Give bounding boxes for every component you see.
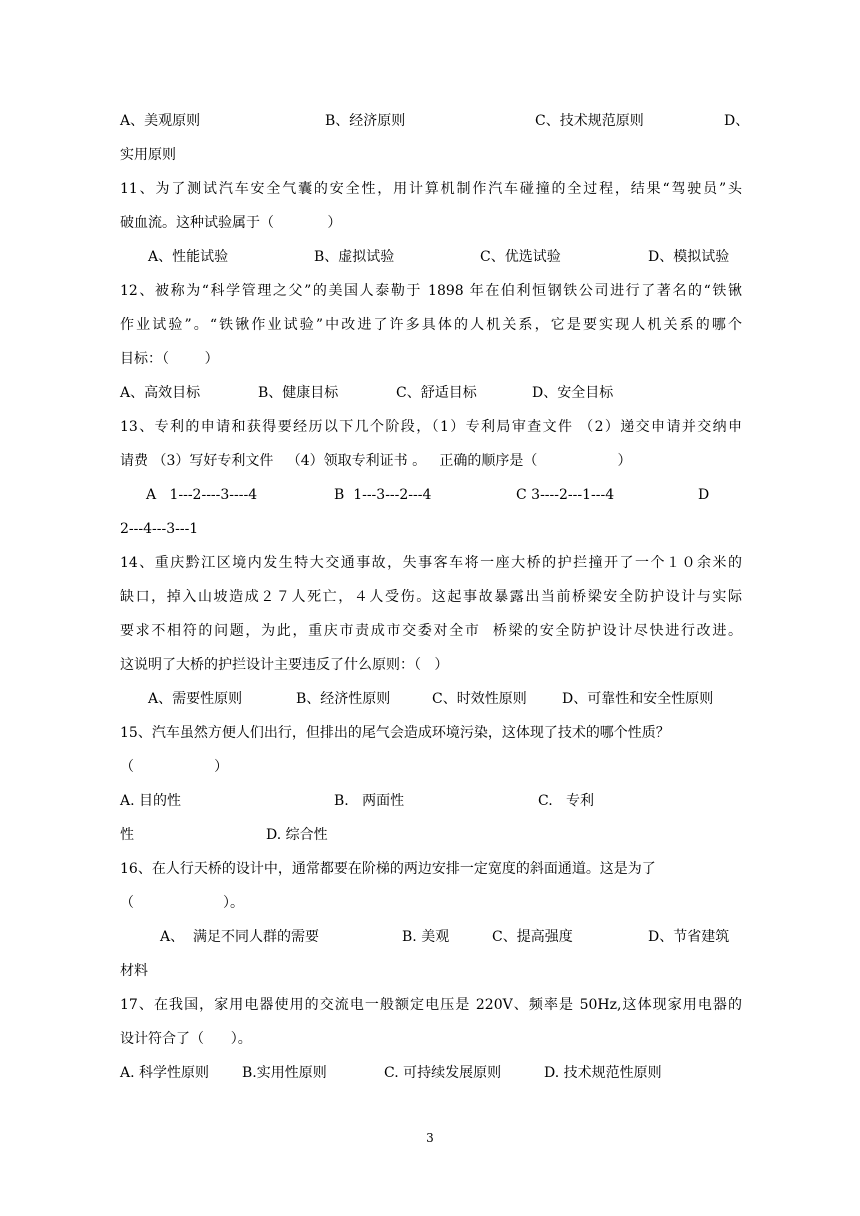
q16-option-d: D、节省建筑 — [648, 929, 730, 945]
q11-option-d: D、模拟试验 — [648, 249, 730, 265]
q13-option-d: D — [698, 487, 710, 503]
q10-options-row — [120, 110, 750, 132]
q10-option-a: A、美观原则 — [120, 113, 201, 129]
q14-text-line-3: 要求不相符的问题，为此，重庆市责成市交委对全市 桥梁的安全防护设计尽快进行改进。 — [120, 623, 742, 639]
q14-text-line-4: 这说明了大桥的护拦设计主要违反了什么原则：（ ） — [120, 657, 449, 673]
q14-option-d: D、可靠性和安全性原则 — [562, 691, 714, 707]
q16-text-line-2: （ ）。 — [120, 895, 245, 911]
q12-option-c: C、舒适目标 — [396, 385, 477, 401]
q12-text-line-1: 12、被称为“科学管理之父”的美国人泰勒于 1898 年在伯利恒钢铁公司进行了著名的“铁锹 — [120, 283, 742, 299]
q16-options-row — [120, 926, 742, 948]
q15-options-row — [120, 790, 742, 812]
q15-text-line-1: 15、汽车虽然方便人们出行，但排出的尾气会造成环境污染，这体现了技术的哪个性质？ — [120, 725, 670, 741]
q15-option-b: B. 两面性 — [334, 793, 405, 809]
q13-option-d-continued: 2---4---3---1 — [120, 521, 199, 537]
q10-option-c: C、技术规范原则 — [535, 113, 644, 129]
q13-option-c: C 3----2---1---4 — [516, 487, 615, 503]
q11-option-c: C、优选试验 — [480, 249, 561, 265]
q16-text-line-1: 16、在人行天桥的设计中，通常都要在阶梯的两边安排一定宽度的斜面通道。这是为了 — [120, 861, 656, 877]
q13-text-line-2: 请费 （3）写好专利文件 （4）领取专利证书 。 正确的顺序是（ ） — [120, 453, 632, 469]
q15-option-c-continued: 性 — [120, 827, 134, 843]
q17-option-c: C. 可持续发展原则 — [384, 1065, 502, 1081]
q10-option-b: B、经济原则 — [325, 113, 406, 129]
q16-option-b: B. 美观 — [402, 929, 450, 945]
q16-option-a: A、 满足不同人群的需要 — [160, 929, 320, 945]
q16-option-c: C、提高强度 — [492, 929, 573, 945]
q14-option-a: A、需要性原则 — [148, 691, 243, 707]
q15-option-c: C. 专利 — [538, 793, 595, 809]
q15-option-a: A. 目的性 — [120, 793, 182, 809]
q14-option-b: B、经济性原则 — [296, 691, 391, 707]
q12-option-b: B、健康目标 — [258, 385, 339, 401]
q11-text-line-1: 11、为了测试汽车安全气囊的安全性，用计算机制作汽车碰撞的全过程，结果“驾驶员”头 — [120, 181, 742, 197]
q14-options-row — [120, 688, 742, 710]
page-number: 3 — [426, 1131, 434, 1145]
q12-option-a: A、高效目标 — [120, 385, 201, 401]
q17-option-a: A. 科学性原则 — [120, 1065, 210, 1081]
q12-option-d: D、安全目标 — [532, 385, 614, 401]
q11-text-line-2: 破血流。这种试验属于（ ） — [120, 215, 342, 231]
q14-text-line-1: 14、重庆黔江区境内发生特大交通事故，失事客车将一座大桥的护拦撞开了一个１０余米的 — [120, 555, 742, 571]
q16-option-d-continued: 材料 — [120, 963, 148, 979]
q13-options-row — [120, 484, 742, 506]
q11-option-b: B、虚拟试验 — [314, 249, 395, 265]
q17-option-b: B.实用性原则 — [242, 1065, 327, 1081]
q15-text-line-2: （ ） — [120, 759, 229, 775]
q15-option-d: D. 综合性 — [266, 827, 328, 843]
q12-text-line-3: 目标：（ ） — [120, 351, 219, 367]
q11-option-a: A、性能试验 — [148, 249, 229, 265]
q13-option-b: B 1---3---2---4 — [334, 487, 432, 503]
q13-text-line-1: 13、专利的申请和获得要经历以下几个阶段，（1）专利局审查文件 （2）递交申请并交纳申 — [120, 419, 742, 435]
q17-option-d: D. 技术规范性原则 — [544, 1065, 662, 1081]
q14-text-line-2: 缺口，掉入山坡造成２７人死亡，４人受伤。这起事故暴露出当前桥梁安全防护设计与实际 — [120, 589, 742, 605]
q10-option-d: D、 — [724, 113, 750, 129]
q15-options-row-continued — [120, 824, 742, 846]
q17-text-line-1: 17、在我国，家用电器使用的交流电一般额定电压是 220V、频率是 50Hz,这体现家用电器的 — [120, 997, 742, 1013]
q13-option-a: A 1---2----3----4 — [146, 487, 258, 503]
q12-options-row — [120, 382, 742, 404]
q12-text-line-2: 作业试验”。“铁锹作业试验”中改进了许多具体的人机关系，它是要实现人机关系的哪个 — [120, 317, 742, 333]
q14-option-c: C、时效性原则 — [432, 691, 527, 707]
q17-options-row — [120, 1062, 742, 1084]
q17-text-line-2: 设计符合了（ ）。 — [120, 1031, 252, 1047]
q11-options-row — [120, 246, 742, 268]
q10-option-d-continued: 实用原则 — [120, 147, 176, 163]
